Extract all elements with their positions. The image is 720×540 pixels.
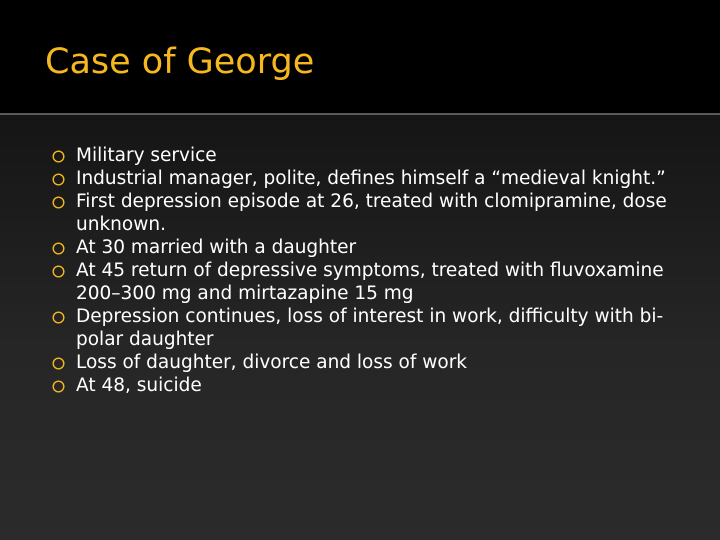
bullet-item <box>52 236 692 259</box>
bullet-item <box>52 305 692 351</box>
bullet-text: At 48, suicide <box>76 375 202 396</box>
circle-outline-icon <box>52 357 65 370</box>
bullet-text: Depression continues, loss of interest in work, difficulty with bi-polar daughter <box>76 306 664 350</box>
bullet-text: At 30 married with a daughter <box>76 237 357 258</box>
bullet-text: First depression episode at 26, treated with clomipramine, dose unknown. <box>76 191 667 235</box>
slide-title: Case of George <box>45 42 315 82</box>
circle-outline-icon <box>52 265 65 278</box>
bullet-text: Industrial manager, polite, defines himself a “medieval knight.” <box>76 168 666 189</box>
bullet-item <box>52 374 692 397</box>
bullet-text: Loss of daughter, divorce and loss of work <box>76 352 468 373</box>
circle-outline-icon <box>52 242 65 255</box>
bullet-item <box>52 144 692 167</box>
circle-outline-icon <box>52 380 65 393</box>
circle-outline-icon <box>52 150 65 163</box>
bullet-item <box>52 351 692 374</box>
bullet-item <box>52 259 692 305</box>
circle-outline-icon <box>52 196 65 209</box>
circle-outline-icon <box>52 311 65 324</box>
title-bar <box>0 0 720 113</box>
bullet-item <box>52 190 692 236</box>
circle-outline-icon <box>52 173 65 186</box>
bullet-text: At 45 return of depressive symptoms, treated with fluvoxamine 200–300 mg and mirtazapine 15 mg <box>76 260 664 304</box>
bullet-item <box>52 167 692 190</box>
bullet-list <box>52 144 692 397</box>
bullet-text: Military service <box>76 145 217 166</box>
